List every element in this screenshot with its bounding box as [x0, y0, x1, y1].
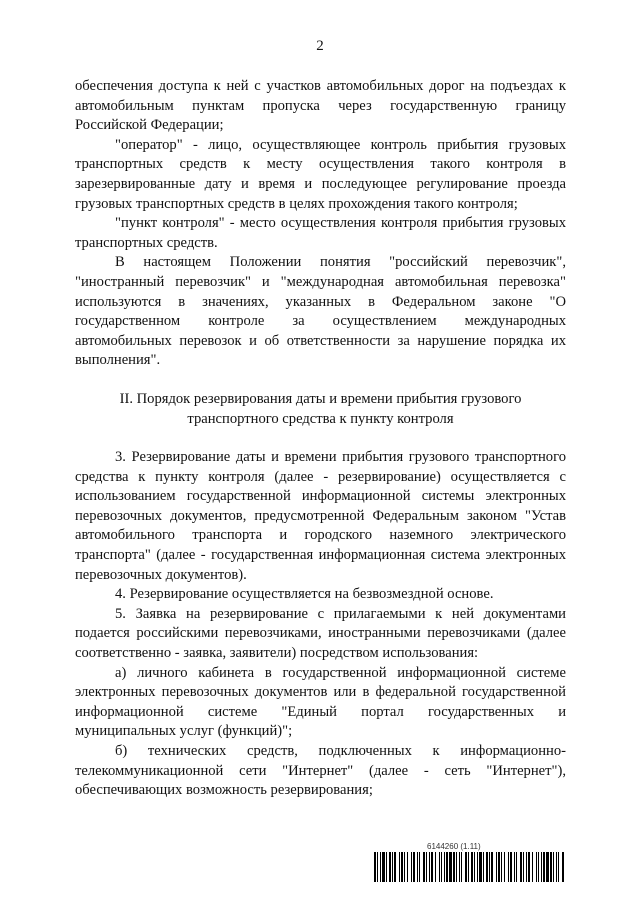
paragraph-continuation: обеспечения доступа к ней с участков автомобильных дорог на подъездах к автомобильным пунктам пропуска через государственную границу Российской Федерации; [75, 78, 566, 134]
clause-5-a: а) личного кабинета в государственной информационной системе электронных перевозочных документов или в федеральной государственной информационной системе "Единый портал государственных и муниципальных услуг (функций)"; [75, 664, 566, 740]
definition-control-point: "пункт контроля" - место осуществления контроля прибытия грузовых транспортных средств. [75, 215, 566, 251]
section-heading: II. Порядок резервирования даты и времени прибытия грузового транспортного средства к пункту контроля [119, 390, 522, 427]
document-body [75, 77, 566, 801]
page-number: 2 [316, 38, 324, 54]
definition-operator: "оператор" - лицо, осуществляющее контроль прибытия грузовых транспортных средств к месту осуществления такого контроля в зарезервированные дату и время и последующее регулирование проезда грузовых транспортных средств в целях прохождения такого контроля; [75, 136, 566, 212]
clause-3: 3. Резервирование даты и времени прибытия грузового транспортного средства к пункту контроля (далее - резервирование) осуществляется с использованием государственной информационной системы электронных перевозочных документов, предусмотренной Федеральным законом "Устав автомобильного транспорта и городского наземного электрического транспорта" (далее - государственная информационная система электронных перевозочных документов). [75, 449, 566, 583]
clause-5: 5. Заявка на резервирование с прилагаемыми к ней документами подается российскими перевозчиками, иностранными перевозчиками (далее соответственно - заявка, заявители) посредством использования: [75, 605, 566, 662]
clause-5-b: б) технических средств, подключенных к информационно-телекоммуникационной сети "Интернет" (далее - сеть "Интернет"), обеспечивающих возможность резервирования; [75, 743, 566, 799]
clause-4: 4. Резервирование осуществляется на безвозмездной основе. [115, 586, 494, 603]
barcode-icon [374, 852, 565, 882]
document-code: 6144260 (1.11) [427, 842, 481, 851]
terms-paragraph: В настоящем Положении понятия "российский перевозчик", "иностранный перевозчик" и "международная автомобильная перевозка" используются в значениях, указанных в Федеральном законе "О государственном контроле за осуществлением международных автомобильных перевозок и об ответственности за нарушение порядка их выполнения". [75, 254, 566, 369]
